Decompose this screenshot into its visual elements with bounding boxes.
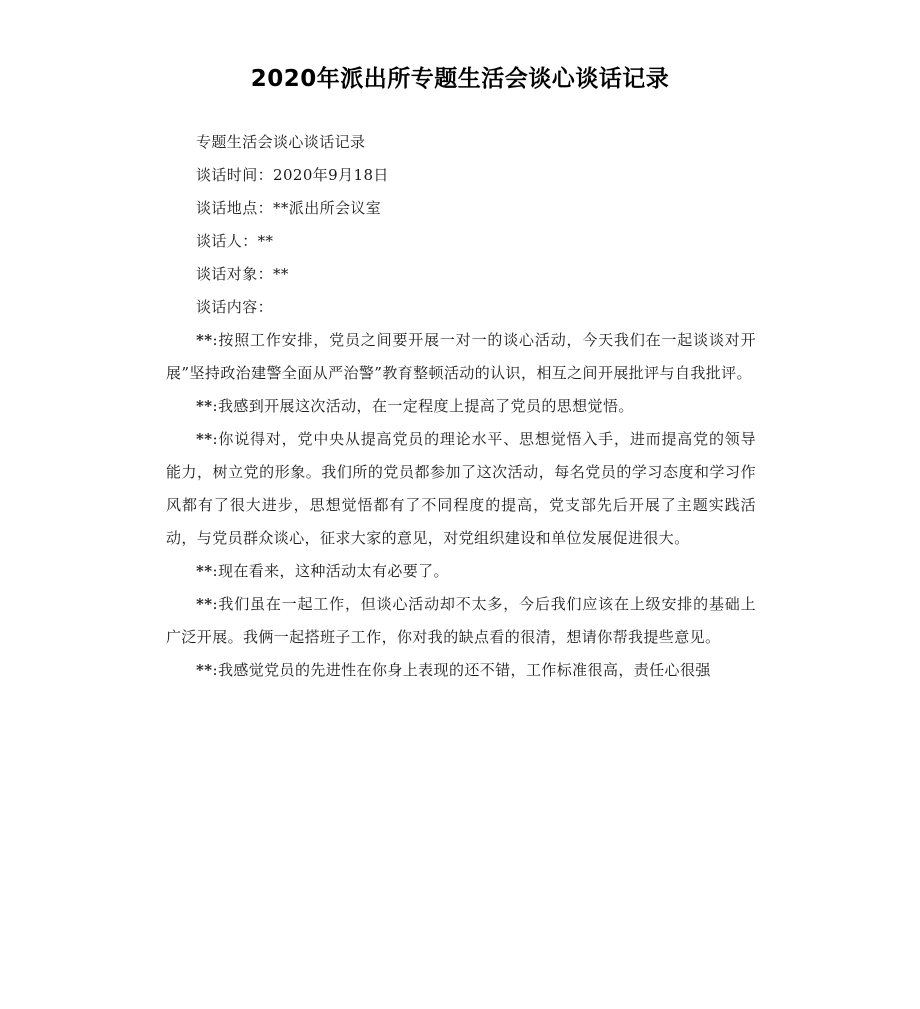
dialogue-paragraph bbox=[166, 654, 756, 687]
talk-content-label: 谈话内容： bbox=[196, 298, 274, 316]
document-title: 2020年派出所专题生活会谈心谈话记录 bbox=[250, 66, 670, 92]
dialogue-paragraph bbox=[166, 423, 756, 555]
dialogue-text: :按照工作安排，党员之间要开展一对一的谈心活动，今天我们在一起谈谈对开展”坚持政治建警全面从严治警”教育整顿活动的认识，相互之间开展批评与自我批评。 bbox=[166, 331, 756, 382]
dialogue-paragraph bbox=[166, 390, 756, 423]
dialogue-paragraph bbox=[166, 588, 756, 654]
talk-time: 谈话时间：2020年9月18日 bbox=[196, 166, 389, 184]
document-body bbox=[166, 126, 756, 687]
dialogue-paragraph bbox=[166, 324, 756, 390]
dialogue-speaker: ** bbox=[196, 562, 213, 580]
dialogue-paragraph bbox=[166, 555, 756, 588]
dialogue-text: :我感到开展这次活动，在一定程度上提高了党员的思想觉悟。 bbox=[212, 397, 634, 415]
dialogue-speaker: ** bbox=[196, 397, 213, 415]
dialogue-speaker: ** bbox=[196, 595, 213, 613]
talk-location: 谈话地点：**派出所会议室 bbox=[196, 199, 382, 217]
dialogue-text: :你说得对，党中央从提高党员的理论水平、思想觉悟入手，进而提高党的领导能力，树立党的形象。我们所的党员都参加了这次活动，每名党员的学习态度和学习作风都有了很大进步，思想觉悟都有了不同程度的提高，党支部先后开展了主题实践活动，与党员群众谈心，征求大家的意见，对党组织建设和单位发展促进很大。 bbox=[166, 430, 756, 547]
dialogue-speaker: ** bbox=[196, 430, 213, 448]
dialogue-text: :现在看来，这种活动太有必要了。 bbox=[212, 562, 449, 580]
talk-speaker: 谈话人：** bbox=[196, 232, 274, 250]
dialogue-text: :我感觉党员的先进性在你身上表现的还不错，工作标准很高，责任心很强 bbox=[212, 661, 711, 679]
dialogue-speaker: ** bbox=[196, 661, 213, 679]
dialogue-speaker: ** bbox=[196, 331, 213, 349]
header-subtitle: 专题生活会谈心谈话记录 bbox=[196, 133, 366, 151]
talk-target: 谈话对象：** bbox=[196, 265, 289, 283]
dialogue-text: :我们虽在一起工作，但谈心活动却不太多，今后我们应该在上级安排的基础上广泛开展。我俩一起搭班子工作，你对我的缺点看的很清，想请你帮我提些意见。 bbox=[166, 595, 756, 646]
